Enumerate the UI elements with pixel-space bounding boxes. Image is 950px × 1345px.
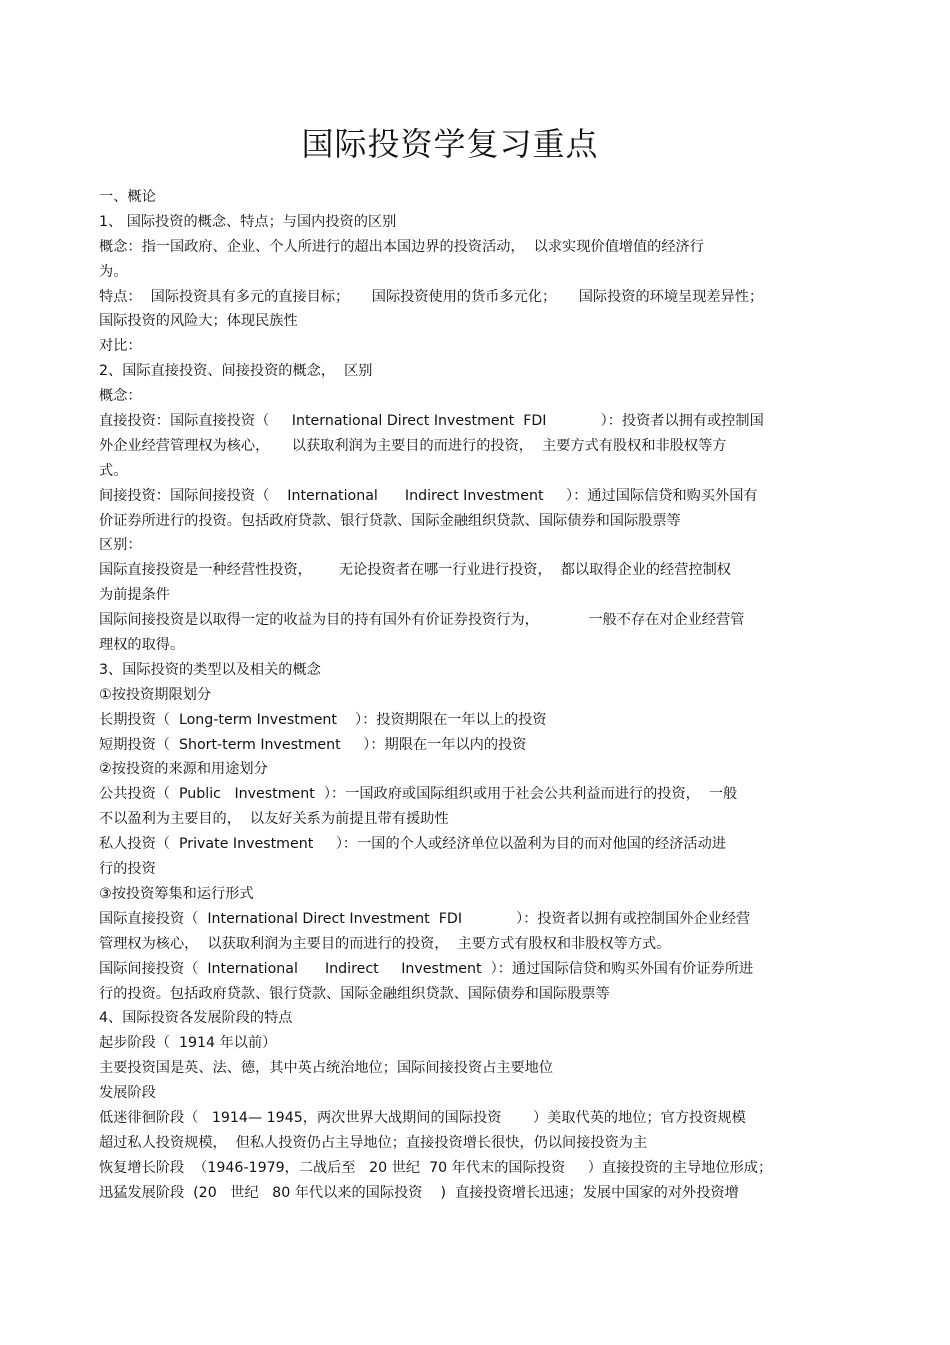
text-line: 低迷徘徊阶段（ 1914— 1945，两次世界大战期间的国际投资 ）美取代英的地位；官方投资规模	[99, 1109, 746, 1126]
text-line: 概念：指一国政府、企业、个人所进行的超出本国边界的投资活动， 以求实现价值增值的经济行	[99, 238, 704, 255]
text-line: 间接投资：国际间接投资（ International Indirect Investment ）：通过国际信贷和购买外国有	[99, 487, 758, 504]
document-title: 国际投资学复习重点	[301, 125, 599, 163]
text-line: 行的投资。包括政府贷款、银行贷款、国际金融组织贷款、国际债券和国际股票等	[99, 985, 610, 1002]
text-line: ③按投资筹集和运行形式	[99, 885, 254, 902]
text-line: 式。	[99, 462, 128, 479]
text-line: 特点： 国际投资具有多元的直接目标； 国际投资使用的货币多元化； 国际投资的环境呈现差异性；	[99, 288, 764, 305]
text-line: 恢复增长阶段 （1946-1979，二战后至 20 世纪 70 年代末的国际投资 ）直接投资的主导地位形成；	[99, 1159, 773, 1176]
text-line: 4、国际投资各发展阶段的特点	[99, 1010, 293, 1027]
text-line: 直接投资：国际直接投资（ International Direct Investment FDI ）：投资者以拥有或控制国	[99, 413, 764, 430]
document-body	[99, 185, 819, 1206]
text-line: 行的投资	[99, 861, 156, 878]
text-line: 1、 国际投资的概念、特点；与国内投资的区别	[99, 213, 397, 230]
text-line: 私人投资（ Private Investment ）：一国的个人或经济单位以盈利为目的而对他国的经济活动进	[99, 836, 726, 853]
text-line: 国际直接投资是一种经营性投资， 无论投资者在哪一行业进行投资， 都以取得企业的经营控制权	[99, 562, 731, 579]
text-line: 3、国际投资的类型以及相关的概念	[99, 661, 321, 678]
text-line: 短期投资（ Short-term Investment ）：期限在一年以内的投资	[99, 736, 527, 753]
text-line: 国际间接投资是以取得一定的收益为目的持有国外有价证券投资行为， 一般不存在对企业经营管	[99, 612, 745, 629]
text-line: ①按投资期限划分	[99, 686, 212, 703]
text-line: 不以盈利为主要目的， 以友好关系为前提且带有援助性	[99, 811, 449, 828]
text-line: 发展阶段	[99, 1085, 156, 1102]
text-line: 为前提条件	[99, 587, 170, 604]
text-line: 价证券所进行的投资。包括政府贷款、银行贷款、国际金融组织贷款、国际债券和国际股票等	[99, 512, 681, 529]
text-line: 公共投资（ Public Investment ）：一国政府或国际组织或用于社会公共利益而进行的投资， 一般	[99, 786, 738, 803]
text-line: 外企业经营管理权为核心， 以获取利润为主要目的而进行的投资， 主要方式有股权和非股权等方	[99, 437, 727, 454]
text-line: 国际直接投资（ International Direct Investment FDI ）：投资者以拥有或控制国外企业经营	[99, 910, 751, 927]
text-line: 理权的取得。	[99, 637, 185, 654]
text-line: ②按投资的来源和用途划分	[99, 761, 268, 778]
text-line: 区别：	[99, 537, 142, 554]
text-line: 国际间接投资（ International Indirect Investment ）：通过国际信贷和购买外国有价证券所进	[99, 960, 754, 977]
text-line: 国际投资的风险大；体现民族性	[99, 313, 298, 330]
text-line: 为。	[99, 263, 128, 280]
text-line: 起步阶段（ 1914 年以前）	[99, 1035, 277, 1052]
text-line: 迅猛发展阶段 (20 世纪 80 年代以来的国际投资 ) 直接投资增长迅速；发展中国家的对外投资增	[99, 1184, 739, 1201]
text-line: 主要投资国是英、法、德，其中英占统治地位；国际间接投资占主要地位	[99, 1060, 554, 1077]
text-line: 概念：	[99, 388, 142, 405]
text-line: 2、国际直接投资、间接投资的概念， 区别	[99, 363, 373, 380]
text-line: 超过私人投资规模， 但私人投资仍占主导地位；直接投资增长很快，仍以间接投资为主	[99, 1134, 648, 1151]
text-line: 对比：	[99, 338, 142, 355]
text-line: 一、概论	[99, 189, 156, 205]
text-line: 管理权为核心， 以获取利润为主要目的而进行的投资， 主要方式有股权和非股权等方式。	[99, 935, 671, 952]
text-line: 长期投资（ Long-term Investment ）：投资期限在一年以上的投资	[99, 711, 547, 728]
